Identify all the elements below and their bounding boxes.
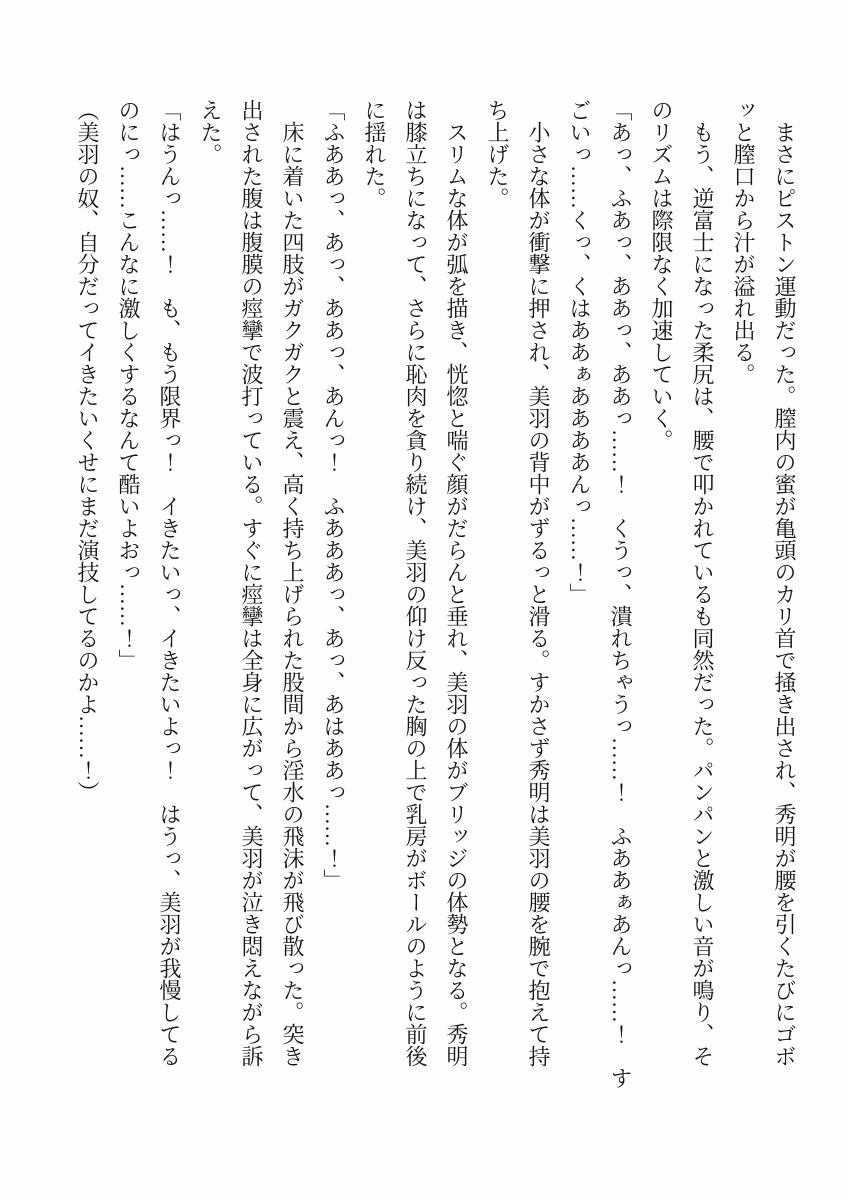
paragraph-7 — [190, 99, 313, 1109]
paragraph-4 — [477, 99, 559, 1109]
text-line: （美羽の奴、自分だってイきたいくせにまだ演技してるのかよ……！） — [75, 99, 100, 803]
text-line: は膝立ちになって、さらに恥肉を貪り続け、美羽の仰け反った胸の上で乳房がボールのように前後 — [403, 99, 428, 1067]
text-line: 出された腹は腹膜の痙攣で波打っている。すぐに痙攣は全身に広がって、美羽が泣き悶えながら訴 — [239, 99, 264, 1067]
paragraph-2 — [641, 99, 723, 1109]
text-line: 「はうんっ……！ も、もう限界っ！ イきたいっ、イきたいよっ！ はうっ、美羽が我慢してる — [157, 99, 182, 1067]
text-line: スリムな体が弧を描き、恍惚と喘ぐ顔がだらんと垂れ、美羽の体がブリッジの体勢となる。秀明 — [444, 121, 469, 1067]
text-line: 床に着いた四肢がガクガクと震え、高く持ち上げられた股間から淫水の飛沫が飛び散った。突き — [280, 121, 305, 1067]
text-line: えた。 — [198, 99, 223, 165]
paragraph-8 — [108, 99, 190, 1109]
paragraph-6 — [313, 99, 354, 1109]
text-line: に揺れた。 — [362, 99, 387, 209]
paragraph-9 — [67, 99, 108, 1109]
text-line: ッと膣口から汁が溢れ出る。 — [731, 99, 756, 385]
text-line: のリズムは際限なく加速していく。 — [649, 99, 674, 451]
text-line: ち上げた。 — [485, 99, 510, 209]
text-line: まさにピストン運動だった。膣内の蜜が亀頭のカリ首で掻き出され、秀明が腰を引くたびにゴボ — [772, 121, 797, 1067]
page-text — [67, 99, 805, 1109]
text-line: ごいっ……くっ、くはああぁああああんっ……！」 — [567, 99, 592, 605]
text-line: 小さな体が衝撃に押され、美羽の背中がずるっと滑る。すかさず秀明は美羽の腰を腕で抱えて持 — [526, 121, 551, 1067]
text-line: 「あっ、ふあっ、ああっ、ああっ……！ くうっ、潰れちゃうっ……！ ふああぁあんっ……！ す — [608, 99, 633, 1089]
text-line: のにっ……こんなに激しくするなんて酷いよおっ……！」 — [116, 99, 141, 671]
text-line: もう、逆富士になった柔尻は、腰で叩かれているも同然だった。パンパンと激しい音が鳴り、そ — [690, 121, 715, 1067]
paragraph-5 — [354, 99, 477, 1109]
paragraph-3 — [559, 99, 641, 1109]
text-line: 「ふああっ、あっ、ああっ、あんっ！ ふあああっ、あっ、あはああっ……！」 — [321, 99, 346, 891]
paragraph-1 — [723, 99, 805, 1109]
